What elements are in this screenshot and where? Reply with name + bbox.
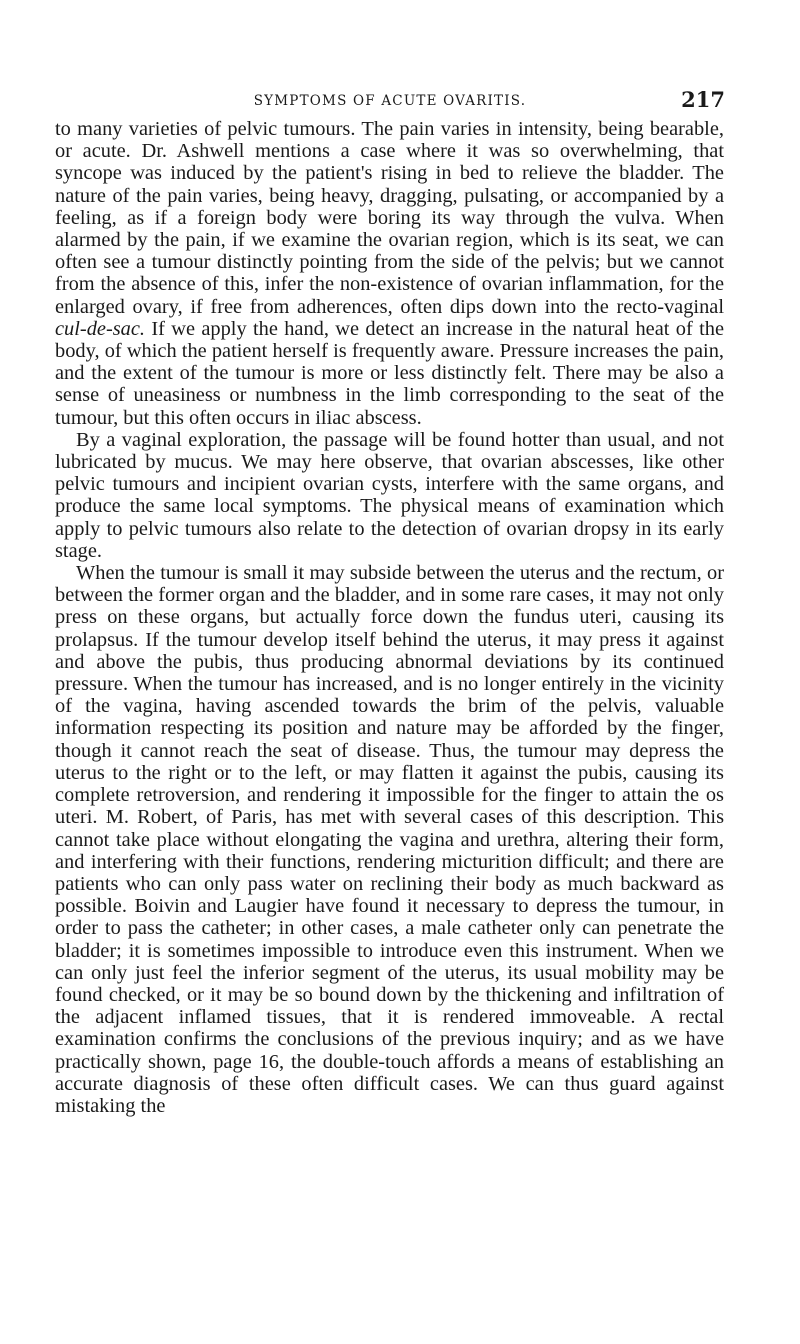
paragraph-1-text-a: to many varieties of pelvic tumours. The pain varies in intensity, being bearable, or acute. Dr. Ashwell mentions a case where it was so overwhelming, that syncope was induced by the patient's rising in bed to relieve the bladder. The nature of the pain varies, being heavy, dragging, pulsating, or accompanied by a feeling, as if a foreign body were boring its way through the vulva. When alarmed by the pain, if we examine the ovarian region, which is its seat, we can often see a tumour distinctly pointing from the side of the pelvis; but we cannot from the absence of this, infer the non-existence of ovarian inflammation, for the enlarged ovary, if free from adherences, often dips down into the recto-vaginal	[55, 118, 724, 318]
paragraph-3	[55, 562, 724, 1117]
paragraph-1	[55, 118, 724, 429]
running-head	[55, 87, 725, 113]
paragraph-3-text: When the tumour is small it may subside between the uterus and the rectum, or between the former organ and the bladder, and in some rare cases, it may not only press on these organs, but actually force down the fundus uteri, causing its prolapsus. If the tumour develop itself behind the uterus, it may press it against and above the pubis, thus producing abnormal deviations by its continued pressure. When the tumour has increased, and is no longer entirely in the vicinity of the vagina, having ascended towards the brim of the pelvis, valuable information respecting its position and nature may be afforded by the finger, though it cannot reach the seat of disease. Thus, the tumour may depress the uterus to the right or to the left, or may flatten it against the pubis, causing its complete retroversion, and rendering it impossible for the finger to attain the os uteri. M. Robert, of Paris, has met with several cases of this description. This cannot take place without elongating the vagina and urethra, altering their form, and interfering with their functions, rendering micturition difficult; and there are patients who can only pass water on reclining their body as much backward as possible. Boivin and Laugier have found it necessary to depress the tumour, in order to pass the catheter; in other cases, a male catheter only can penetrate the bladder; it is sometimes impossible to introduce even this instrument. When we can only just feel the inferior segment of the uterus, its usual mobility may be found checked, or it may be so bound down by the thickening and infiltration of the adjacent inflamed tissues, that it is rendered immoveable. A rectal examination confirms the conclusions of the previous inquiry; and as we have practically shown, page 16, the double-touch affords a means of establishing an accurate diagnosis of these often difficult cases. We can thus guard against mistaking the	[55, 562, 724, 1117]
paragraph-2-text: By a vaginal exploration, the passage will be found hotter than usual, and not lubricated by mucus. We may here observe, that ovarian abscesses, like other pelvic tumours and incipient ovarian cysts, interfere with the same organs, and produce the same local symptoms. The physical means of examination which apply to pelvic tumours also relate to the detection of ovarian dropsy in its early stage.	[55, 428, 724, 562]
paragraph-1-italic-term: cul-de-sac.	[55, 317, 146, 340]
body-text	[55, 118, 724, 1117]
paragraph-1-text-b: If we apply the hand, we detect an increase in the natural heat of the body, of which the patient herself is frequently aware. Pressure increases the pain, and the extent of the tumour is more or less distinctly felt. There may be also a sense of uneasiness or numbness in the limb corresponding to the seat of the tumour, but this often occurs in iliac abscess.	[55, 317, 724, 429]
page-number: 217	[681, 87, 725, 112]
paragraph-2	[55, 429, 724, 562]
running-title: SYMPTOMS OF ACUTE OVARITIS.	[253, 93, 527, 109]
